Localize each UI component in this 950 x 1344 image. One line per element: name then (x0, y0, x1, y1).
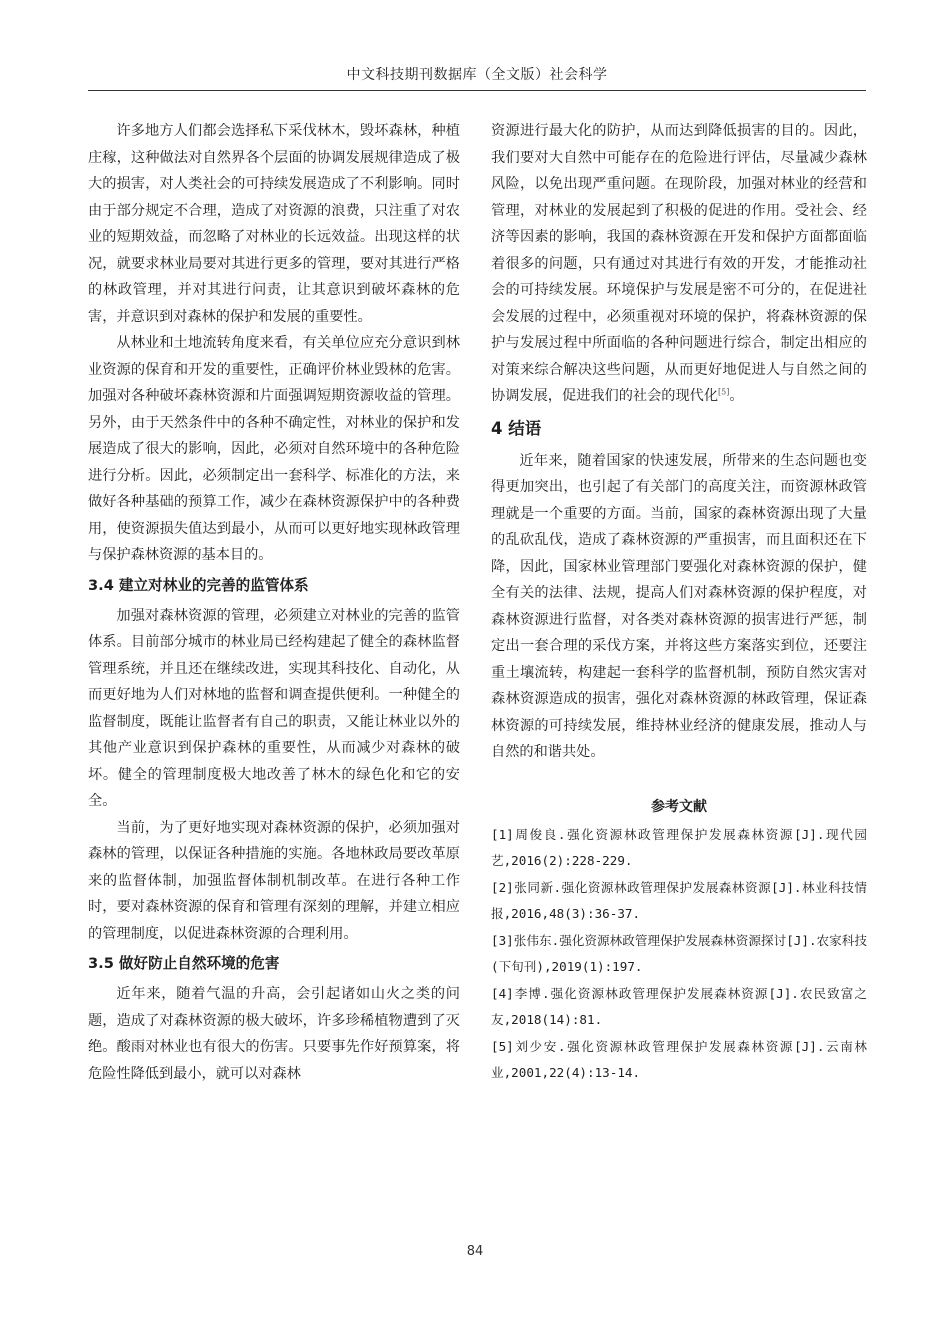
paragraph-end: 。 (729, 388, 744, 404)
paragraph: 当前，为了更好地实现对森林资源的保护，必须加强对森林的管理，以保证各种措施的实施。各地林政局要改革原来的监督体制，加强监督体制机制改革。在进行各种工作时，要对森林资源的保育和管理有深刻的理解，并建立相应的管理制度，以促进森林资源的合理利用。 (88, 819, 460, 942)
reference-item: [5]刘少安.强化资源林政管理保护发展森林资源[J].云南林业,2001,22(4):13-14. (491, 1038, 867, 1080)
reference-item: [3]张伟东.强化资源林政管理保护发展森林资源探讨[J].农家科技(下旬刊),2019(1):197. (491, 932, 867, 974)
paragraph: 从林业和土地流转角度来看，有关单位应充分意识到林业资源的保育和开发的重要性，正确评价林业毁林的危害。加强对各种破坏森林资源和片面强调短期资源收益的管理。另外，由于天然条件中的各种不确定性，对林业的保护和发展造成了很大的影响，因此，必须对自然环境中的各种危险进行分析。因此，必须制定出一套科学、标准化的方法，来做好各种基础的预算工作，减少在森林资源保护中的各种费用，使资源损失值达到最小，从而可以更好地实现林政管理与保护森林资源的基本目的。 (88, 335, 460, 563)
citation-marker: [5] (718, 387, 730, 397)
references-title: 参考文献 (651, 798, 707, 815)
left-column (88, 118, 460, 1087)
reference-item: [2]张同新.强化资源林政管理保护发展森林资源[J].林业科技情报,2016,48(3):36-37. (491, 879, 867, 921)
header-divider (88, 90, 866, 91)
reference-item: [4]李博.强化资源林政管理保护发展森林资源[J].农民致富之友,2018(14):81. (491, 985, 867, 1027)
page-number: 84 (466, 1244, 484, 1259)
reference-item: [1]周俊良.强化资源林政管理保护发展森林资源[J].现代园艺,2016(2):228-229. (491, 826, 867, 868)
paragraph: 许多地方人们都会选择私下采伐林木，毁坏森林，种植庄稼，这种做法对自然界各个层面的协调发展规律造成了极大的损害，对人类社会的可持续发展造成了不利影响。同时由于部分规定不合理，造成了对资源的浪费，只注重了对农业的短期效益，而忽略了对林业的长远效益。出现这样的状况，就要求林业局要对其进行更多的管理，要对其进行严格的林政管理，并对其进行问责，让其意识到破坏森林的危害，并意识到对森林的保护和发展的重要性。 (88, 123, 460, 325)
section-heading-4: 4 结语 (491, 418, 542, 438)
paragraph-text: 资源进行最大化的防护，从而达到降低损害的目的。因此，我们要对大自然中可能存在的危险进行评估，尽量减少森林风险，以免出现严重问题。在现阶段，加强对林业的经营和管理，对林业的发展起到了积极的促进的作用。受社会、经济等因素的影响，我国的森林资源在开发和保护方面都面临着很多的问题，只有通过对其进行有效的开发，才能推动社会的可持续发展。环境保护与发展是密不可分的，在促进社会发展的过程中，必须重视对环境的保护，将森林资源的保护与发展过程中所面临的各种问题进行综合，制定出相应的对策来综合解决这些问题，从而更好地促进人与自然之间的协调发展，促进我们的社会的现代化 (491, 123, 867, 404)
paragraph: 近年来，随着国家的快速发展，所带来的生态问题也变得更加突出，也引起了有关部门的高度关注，而资源林政管理就是一个重要的方面。当前，国家的森林资源出现了大量的乱砍乱伐，造成了森林资源的严重损害，而且面积还在下降，因此，国家林业管理部门要强化对森林资源的保护，健全有关的法律、法规，提高人们对森林资源的保护程度，对森林资源进行监督，对各类对森林资源的损害进行严惩，制定出一套合理的采伐方案，并将这些方案落实到位，还要注重土壤流转，构建起一套科学的监督机制，预防自然灾害对森林资源造成的损害，强化对森林资源的林政管理，保证森林资源的可持续发展，维持林业经济的健康发展，推动人与自然的和谐共处。 (491, 452, 867, 760)
journal-header-title: 中文科技期刊数据库（全文版）社会科学 (346, 67, 608, 83)
section-heading-3-4: 3.4 建立对林业的完善的监管体系 (88, 576, 309, 594)
paragraph: 近年来，随着气温的升高，会引起诸如山火之类的问题，造成了对森林资源的极大破坏，许多珍稀植物遭到了灭绝。酸雨对林业也有很大的伤害。只要事先作好预算案，将危险性降低到最小，就可以对森林 (88, 986, 460, 1082)
paragraph-continued (491, 118, 867, 410)
paragraph: 加强对森林资源的管理，必须建立对林业的完善的监管体系。目前部分城市的林业局已经构建起了健全的森林监督管理系统，并且还在继续改进，实现其科技化、自动化，从而更好地为人们对林地的监督和调查提供便利。一种健全的监督制度，既能让监督者有自己的职责，又能让林业以外的其他产业意识到保护森林的重要性，从而减少对森林的破坏。健全的管理制度极大地改善了林木的绿色化和它的安全。 (88, 607, 460, 809)
right-column (491, 118, 867, 1087)
section-heading-3-5: 3.5 做好防止自然环境的危害 (88, 955, 280, 972)
